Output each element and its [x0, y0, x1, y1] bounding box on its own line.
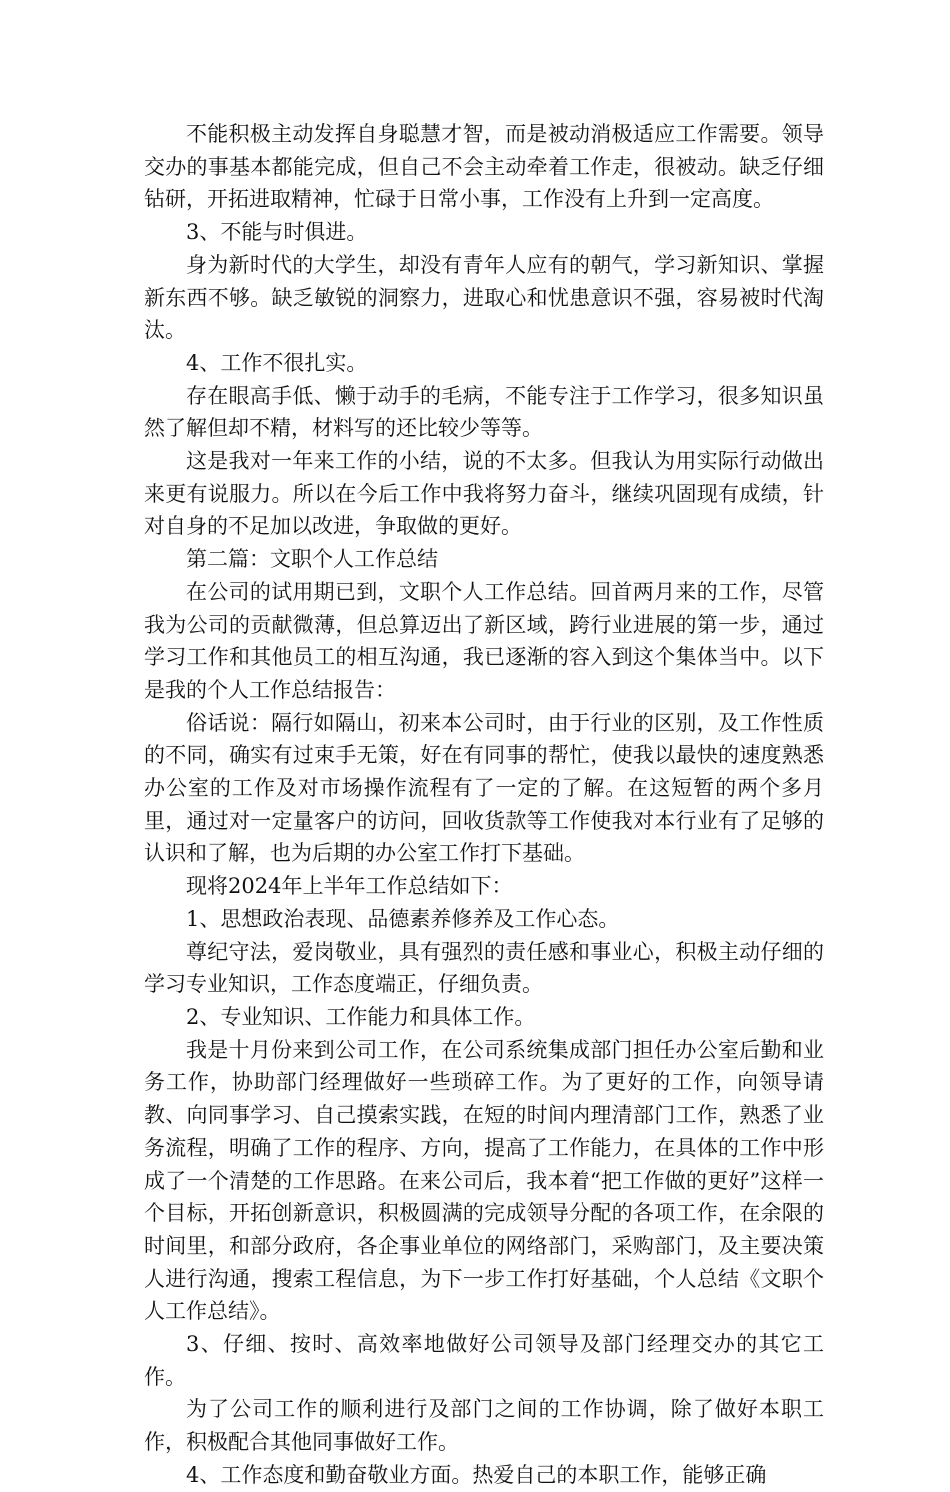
paragraph-5: 存在眼高手低、懒于动手的毛病，不能专注于工作学习，很多知识虽然了解但却不精，材料写的还比较少等等。: [144, 383, 824, 441]
paragraph-12: 尊纪守法，爱岗敬业，具有强烈的责任感和事业心，积极主动仔细的学习专业知识，工作态度端正，仔细负责。: [144, 939, 824, 997]
paragraph-4: 4、工作不很扎实。: [186, 350, 368, 375]
paragraph-11: 1、思想政治表现、品德素养修养及工作心态。: [186, 906, 620, 931]
paragraph-15: 3、仔细、按时、高效率地做好公司领导及部门经理交办的其它工作。: [144, 1332, 824, 1389]
paragraph-9: 俗话说：隔行如隔山，初来本公司时，由于行业的区别，及工作性质的不同，确实有过束手无策，好在有同事的帮忙，使我以最快的速度熟悉办公室的工作及对市场操作流程有了一定的了解。在这短暂的两个多月里，通过对一定量客户的访问，回收货款等工作使我对本行业有了足够的认识和了解，也为后期的办公室工作打下基础。: [144, 710, 824, 866]
paragraph-1: 不能积极主动发挥自身聪慧才智，而是被动消极适应工作需要。领导交办的事基本都能完成，但自己不会主动牵着工作走，很被动。缺乏仔细钻研，开拓进取精神，忙碌于日常小事，工作没有上升到一定高度。: [144, 122, 824, 212]
paragraph-6: 这是我对一年来工作的小结，说的不太多。但我认为用实际行动做出来更有说服力。所以在今后工作中我将努力奋斗，继续巩固现有成绩，针对自身的不足加以改进，争取做的更好。: [144, 449, 824, 539]
paragraph-10: 现将2024年上半年工作总结如下：: [186, 874, 513, 899]
paragraph-2: 3、不能与时俱进。: [186, 220, 368, 245]
paragraph-3: 身为新时代的大学生，却没有青年人应有的朝气，学习新知识、掌握新东西不够。缺乏敏锐的洞察力，进取心和忧患意识不强，容易被时代淘汰。: [144, 252, 824, 343]
paragraph-14: 我是十月份来到公司工作，在公司系统集成部门担任办公室后勤和业务工作，协助部门经理做好一些琐碎工作。为了更好的工作，向领导请教、向同事学习、自己摸索实践，在短的时间内理清部门工作，熟悉了业务流程，明确了工作的程序、方向，提高了工作能力，在具体的工作中形成了一个清楚的工作思路。在来公司后，我本着“把工作做的更好”这样一个目标，开拓创新意识，积极圆满的完成领导分配的各项工作，在余限的时间里，和部分政府，各企事业单位的网络部门，采购部门，及主要决策人进行沟通，搜索工程信息，为下一步工作打好基础，个人总结《文职个人工作总结》。: [144, 1037, 824, 1324]
paragraph-13: 2、专业知识、工作能力和具体工作。: [186, 1004, 536, 1029]
paragraph-17: 4、工作态度和勤奋敬业方面。热爱自己的本职工作，能够正确: [186, 1462, 767, 1487]
paragraph-16: 为了公司工作的顺利进行及部门之间的工作协调，除了做好本职工作，积极配合其他同事做好工作。: [144, 1397, 824, 1455]
document-page: [144, 118, 824, 1492]
section-heading: 第二篇：文职个人工作总结: [186, 547, 438, 572]
paragraph-8: 在公司的试用期已到，文职个人工作总结。回首两月来的工作，尽管我为公司的贡献微薄，但总算迈出了新区域，跨行业进展的第一步，通过学习工作和其他员工的相互沟通，我已逐渐的容入到这个集体当中。以下是我的个人工作总结报告：: [144, 579, 824, 702]
